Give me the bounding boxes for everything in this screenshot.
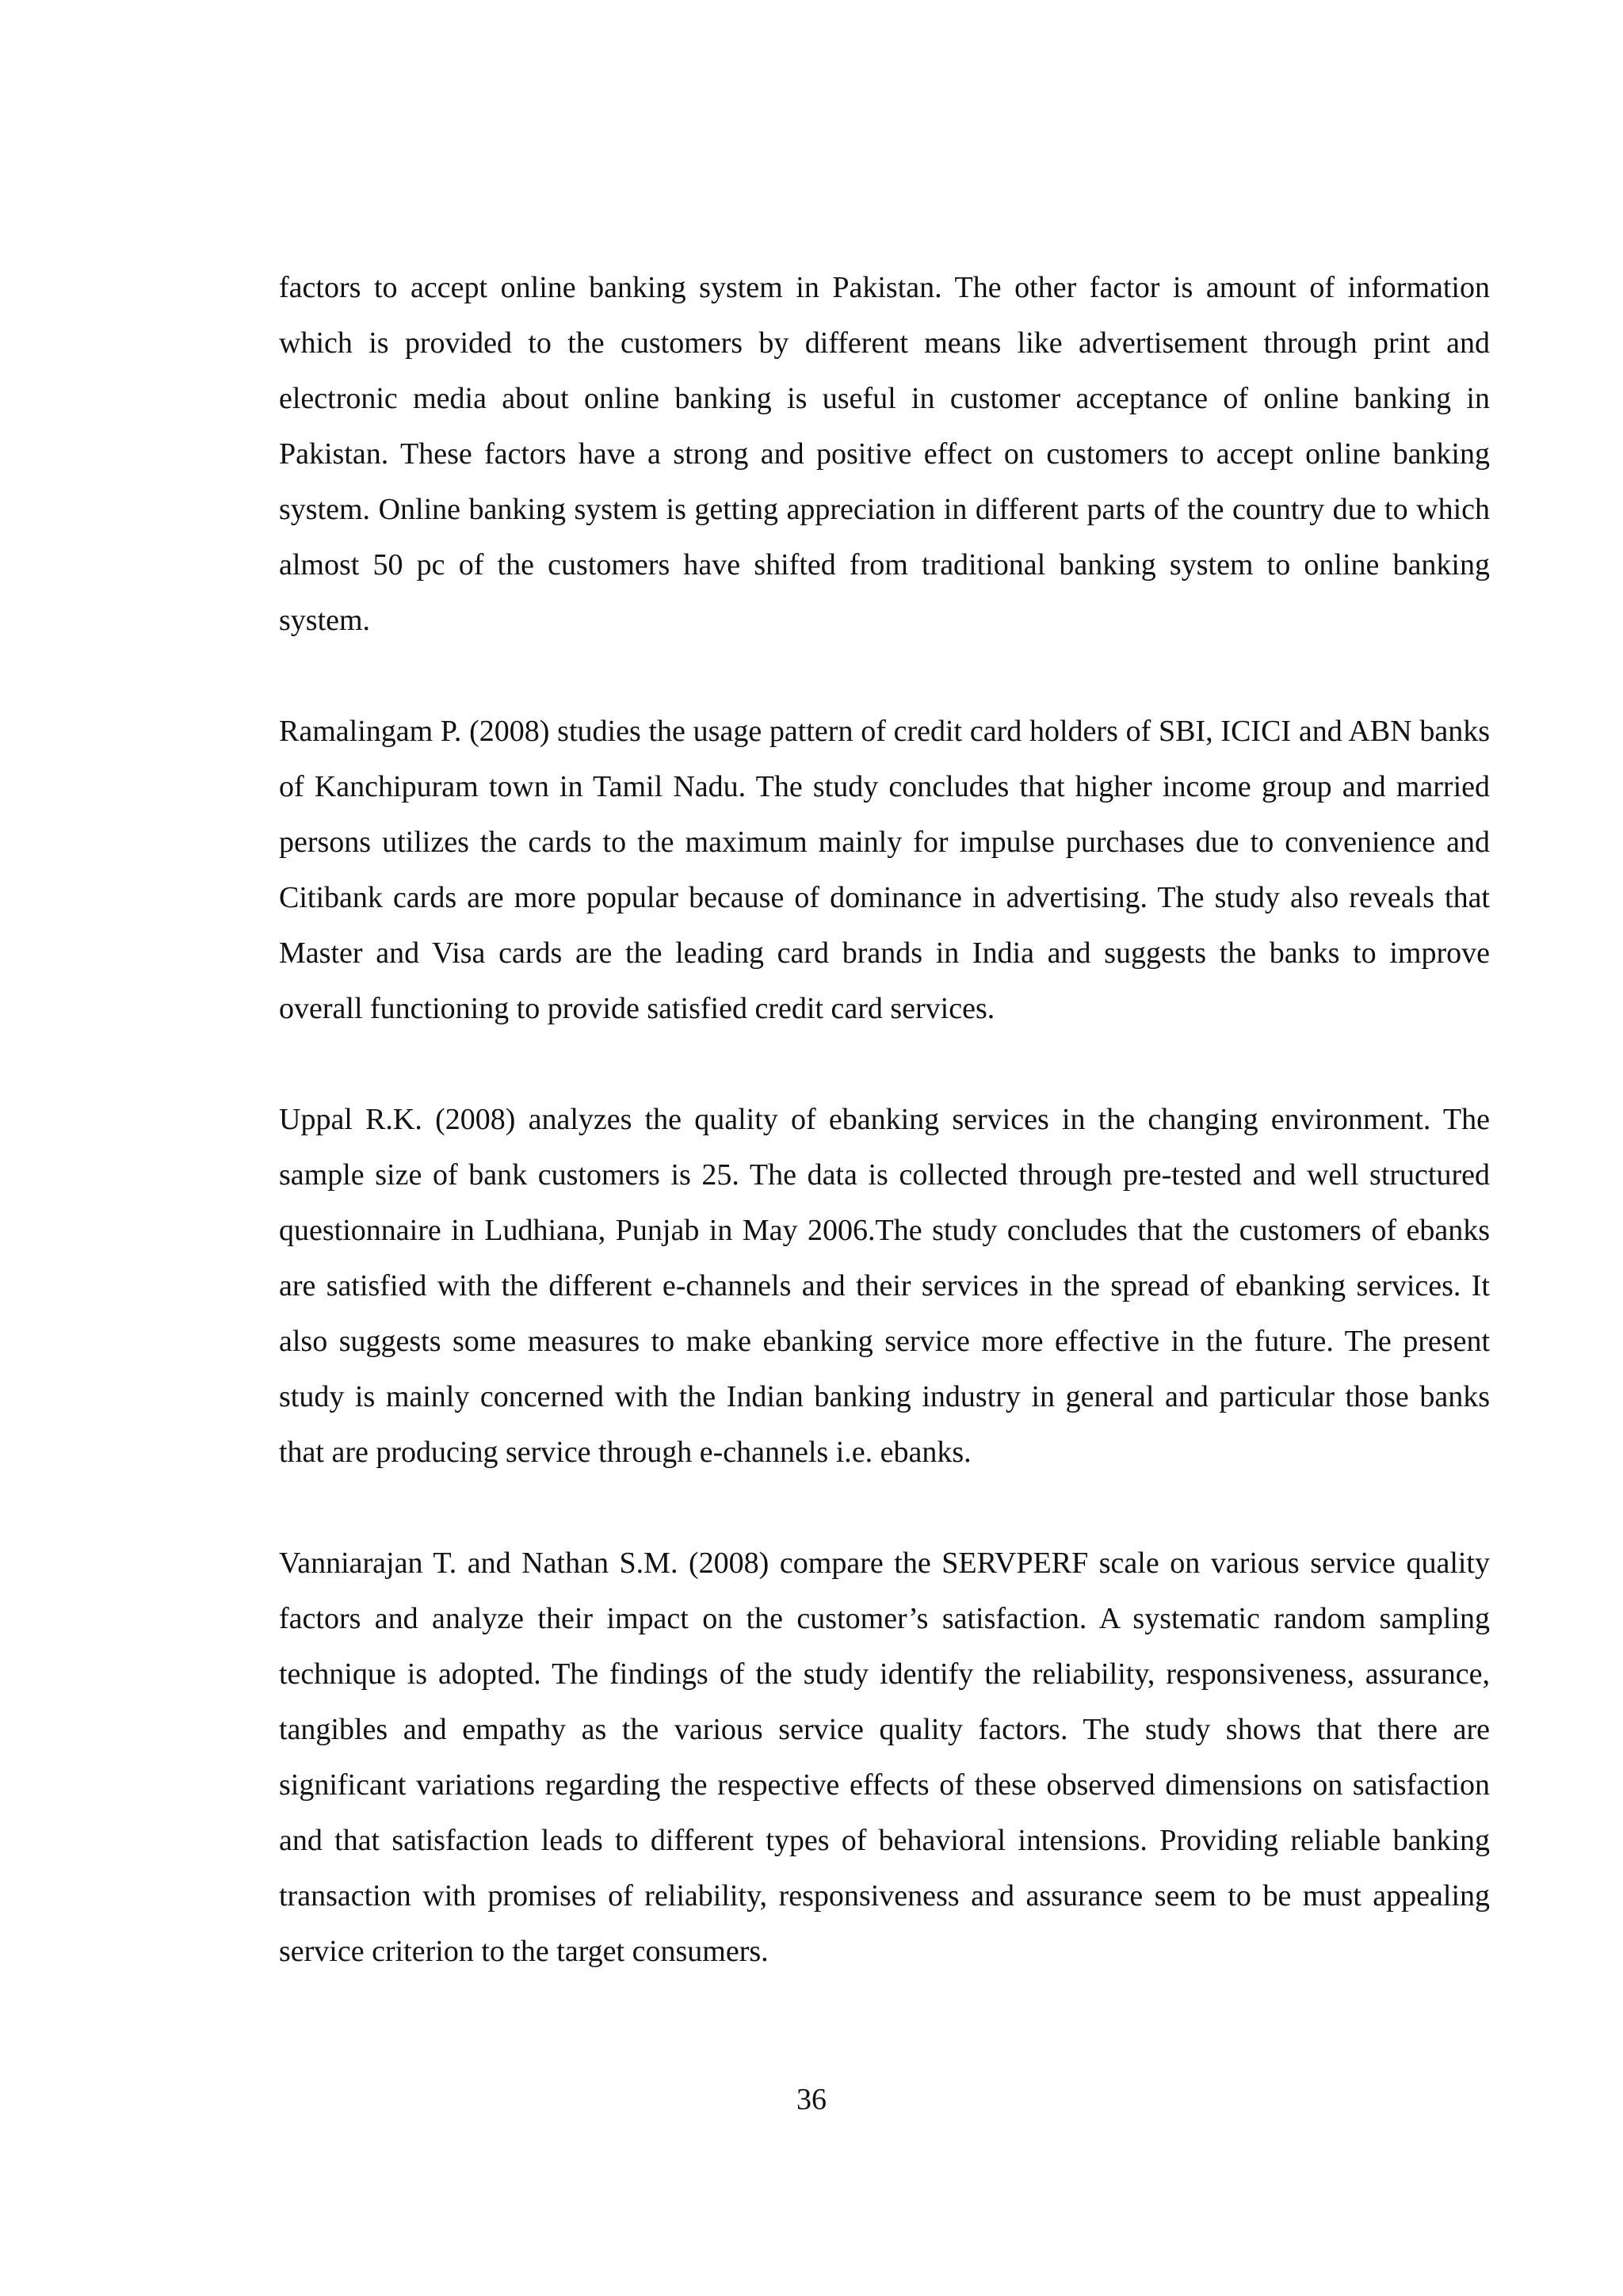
paragraph-online-banking-pakistan: factors to accept online banking system in Pakistan. The other factor is amount of information which is provided to the customers by different means like advertisement through print and electronic media about online banking is useful in customer acceptance of online banking in Pakistan. These factors have a strong and positive effect on customers to accept online banking system. Online banking system is getting appreciation in different parts of the country due to which almost 50 pc of the customers have shifted from traditional banking system to online banking system. — [279, 271, 1490, 637]
body-text — [279, 260, 1490, 1979]
paragraph-ramalingam-2008: Ramalingam P. (2008) studies the usage pattern of credit card holders of SBI, ICICI and ABN banks of Kanchipuram town in Tamil Nadu. The study concludes that higher income group and married persons utilizes the cards to the maximum mainly for impulse purchases due to convenience and Citibank cards are more popular because of dominance in advertising. The study also reveals that Master and Visa cards are the leading card brands in India and suggests the banks to improve overall functioning to provide satisfied credit card services. — [279, 715, 1490, 1025]
paragraph-vanniarajan-nathan-2008: Vanniarajan T. and Nathan S.M. (2008) compare the SERVPERF scale on various service quality factors and analyze their impact on the customer’s satisfaction. A systematic random sampling technique is adopted. The findings of the study identify the reliability, responsiveness, assurance, tangibles and empathy as the various service quality factors. The study shows that there are significant variations regarding the respective effects of these observed dimensions on satisfaction and that satisfaction leads to different types of behavioral intensions. Providing reliable banking transaction with promises of reliability, responsiveness and assurance seem to be must appealing service criterion to the target consumers. — [279, 1547, 1490, 1968]
paragraph-uppal-2008: Uppal R.K. (2008) analyzes the quality of ebanking services in the changing environment. The sample size of bank customers is 25. The data is collected through pre-tested and well structured questionnaire in Ludhiana, Punjab in May 2006.The study concludes that the customers of ebanks are satisfied with the different e-channels and their services in the spread of ebanking services. It also suggests some measures to make ebanking service more effective in the future. The present study is mainly concerned with the Indian banking industry in general and particular those banks that are producing service through e-channels i.e. ebanks. — [279, 1103, 1490, 1469]
page-number: 36 — [796, 2083, 827, 2116]
